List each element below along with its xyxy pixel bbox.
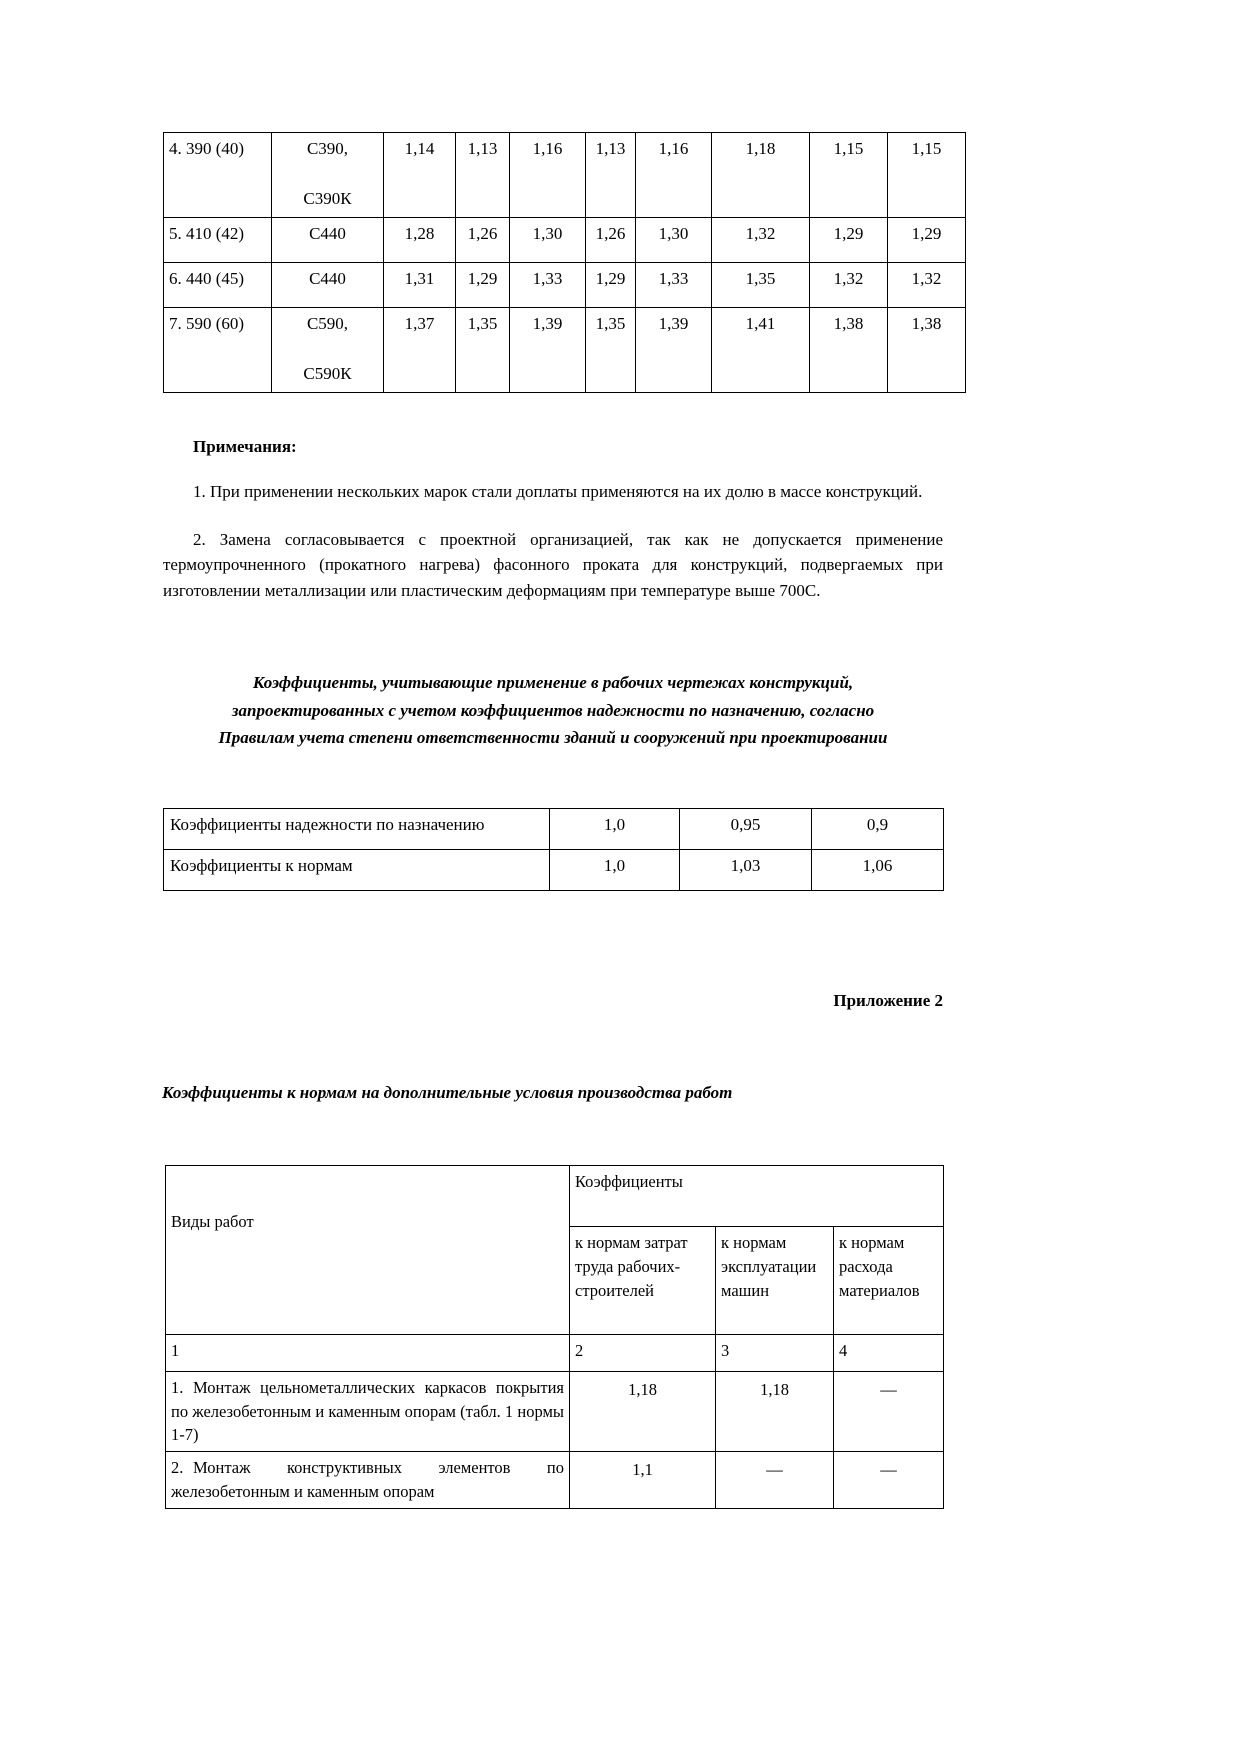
page-content bbox=[163, 0, 943, 1509]
steel-value-cell: 1,35 bbox=[586, 308, 636, 393]
reliability-coefficients-table bbox=[163, 808, 944, 891]
steel-value-cell: 1,30 bbox=[510, 218, 586, 263]
steel-value-cell: 1,31 bbox=[384, 263, 456, 308]
note-item-2: 2. Замена согласовывается с проектной организацией, так как не допускается применение термоупрочненного (прокатного нагрева) фасонного проката для конструкций, подвергаемых при изготовлении металлизации или пластическим деформациям при температуре выше 700С. bbox=[163, 529, 943, 600]
steel-brand-line1: С390, bbox=[306, 139, 349, 158]
works-table-wrapper bbox=[165, 1165, 943, 1510]
table-row bbox=[164, 263, 966, 308]
steel-value-cell: 1,13 bbox=[586, 133, 636, 218]
reliability-value-cell: 1,03 bbox=[680, 849, 812, 890]
steel-value-cell: 1,32 bbox=[888, 263, 966, 308]
steel-value-cell: 1,38 bbox=[810, 308, 888, 393]
steel-value-cell: 1,38 bbox=[888, 308, 966, 393]
steel-value-cell: 1,28 bbox=[384, 218, 456, 263]
steel-value-cell: 1,39 bbox=[510, 308, 586, 393]
works-value-cell: 1,1 bbox=[570, 1452, 716, 1509]
steel-coefficients-table bbox=[163, 132, 966, 393]
works-item-text: Монтаж конструктивных элементов по железобетонным и каменным опорам bbox=[171, 1458, 564, 1502]
steel-brand-cell bbox=[272, 308, 384, 393]
table-row bbox=[164, 133, 966, 218]
table-row bbox=[166, 1371, 944, 1452]
works-item-number: 2. bbox=[171, 1458, 184, 1478]
works-header-group: Коэффициенты bbox=[570, 1165, 944, 1227]
steel-value-cell: 1,33 bbox=[636, 263, 712, 308]
steel-number-cell: 5. 410 (42) bbox=[164, 218, 272, 263]
works-coefficients-table bbox=[165, 1165, 944, 1510]
steel-value-cell: 1,26 bbox=[586, 218, 636, 263]
table-row bbox=[164, 849, 944, 890]
reliability-value-cell: 1,0 bbox=[550, 849, 680, 890]
steel-number-cell: 7. 590 (60) bbox=[164, 308, 272, 393]
steel-value-cell: 1,29 bbox=[586, 263, 636, 308]
steel-brand-line2: С390К bbox=[303, 188, 352, 208]
steel-value-cell: 1,32 bbox=[712, 218, 810, 263]
reliability-value-cell: 1,06 bbox=[812, 849, 944, 890]
works-colnum-1: 1 bbox=[166, 1334, 570, 1371]
notes-section bbox=[163, 437, 943, 603]
table-numbering-row bbox=[166, 1334, 944, 1371]
reliability-heading-line1: Коэффициенты, учитывающие применение в рабочих чертежах конструкций, bbox=[252, 673, 854, 692]
notes-title: Примечания: bbox=[193, 437, 297, 456]
appendix-label: Приложение 2 bbox=[833, 990, 943, 1010]
steel-brand-cell: С440 bbox=[272, 218, 384, 263]
reliability-row-label: Коэффициенты надежности по назначению bbox=[164, 808, 550, 849]
reliability-heading bbox=[163, 669, 943, 752]
works-value-cell: — bbox=[716, 1452, 834, 1509]
steel-number-cell: 4. 390 (40) bbox=[164, 133, 272, 218]
table-header-row bbox=[166, 1165, 944, 1227]
works-header-kinds: Виды работ bbox=[166, 1165, 570, 1334]
works-item-text: Монтаж цельнометаллических каркасов покрытия по железобетонным и каменным опорам (табл. 1 нормы 1-7) bbox=[171, 1377, 564, 1445]
reliability-value-cell: 1,0 bbox=[550, 808, 680, 849]
reliability-row-label: Коэффициенты к нормам bbox=[164, 849, 550, 890]
works-description-cell bbox=[166, 1371, 570, 1452]
steel-value-cell: 1,16 bbox=[510, 133, 586, 218]
reliability-heading-line2: запроектированных с учетом коэффициентов надежности по назначению, согласно bbox=[231, 700, 875, 720]
works-value-cell: 1,18 bbox=[716, 1371, 834, 1452]
works-value-cell: — bbox=[834, 1452, 944, 1509]
works-colnum-4: 4 bbox=[834, 1334, 944, 1371]
steel-value-cell: 1,29 bbox=[456, 263, 510, 308]
steel-brand-cell bbox=[272, 133, 384, 218]
steel-value-cell: 1,16 bbox=[636, 133, 712, 218]
table-row bbox=[164, 308, 966, 393]
works-subheader-labor: к нормам затрат труда рабочих-строителей bbox=[570, 1227, 716, 1334]
works-value-cell: — bbox=[834, 1371, 944, 1452]
works-colnum-2: 2 bbox=[570, 1334, 716, 1371]
works-value-cell: 1,18 bbox=[570, 1371, 716, 1452]
steel-value-cell: 1,30 bbox=[636, 218, 712, 263]
steel-brand-cell: С440 bbox=[272, 263, 384, 308]
steel-value-cell: 1,29 bbox=[810, 218, 888, 263]
reliability-heading-line3: Правилам учета степени ответственности зданий и сооружений при проектировании bbox=[218, 728, 888, 748]
steel-value-cell: 1,41 bbox=[712, 308, 810, 393]
works-item-number: 1. bbox=[171, 1377, 184, 1397]
note-item-1: 1. При применении нескольких марок стали доплаты применяются на их долю в массе конструкций. bbox=[193, 482, 923, 501]
steel-value-cell: 1,14 bbox=[384, 133, 456, 218]
steel-value-cell: 1,15 bbox=[810, 133, 888, 218]
steel-value-cell: 1,18 bbox=[712, 133, 810, 218]
works-heading: Коэффициенты к нормам на дополнительные условия производства работ bbox=[162, 1082, 733, 1102]
works-description-cell bbox=[166, 1452, 570, 1509]
steel-value-cell: 1,33 bbox=[510, 263, 586, 308]
steel-value-cell: 1,37 bbox=[384, 308, 456, 393]
steel-value-cell: 1,35 bbox=[456, 308, 510, 393]
works-colnum-3: 3 bbox=[716, 1334, 834, 1371]
reliability-value-cell: 0,95 bbox=[680, 808, 812, 849]
table-row bbox=[166, 1452, 944, 1509]
table-row bbox=[164, 808, 944, 849]
works-subheader-machines: к нормам эксплуатации машин bbox=[716, 1227, 834, 1334]
steel-value-cell: 1,29 bbox=[888, 218, 966, 263]
steel-brand-line2: С590К bbox=[303, 363, 352, 383]
reliability-value-cell: 0,9 bbox=[812, 808, 944, 849]
steel-value-cell: 1,39 bbox=[636, 308, 712, 393]
works-subheader-materials: к нормам расхода материалов bbox=[834, 1227, 944, 1334]
table-row bbox=[164, 218, 966, 263]
steel-value-cell: 1,35 bbox=[712, 263, 810, 308]
steel-value-cell: 1,32 bbox=[810, 263, 888, 308]
steel-brand-line1: С590, bbox=[306, 314, 349, 333]
steel-value-cell: 1,26 bbox=[456, 218, 510, 263]
steel-value-cell: 1,15 bbox=[888, 133, 966, 218]
steel-number-cell: 6. 440 (45) bbox=[164, 263, 272, 308]
steel-value-cell: 1,13 bbox=[456, 133, 510, 218]
